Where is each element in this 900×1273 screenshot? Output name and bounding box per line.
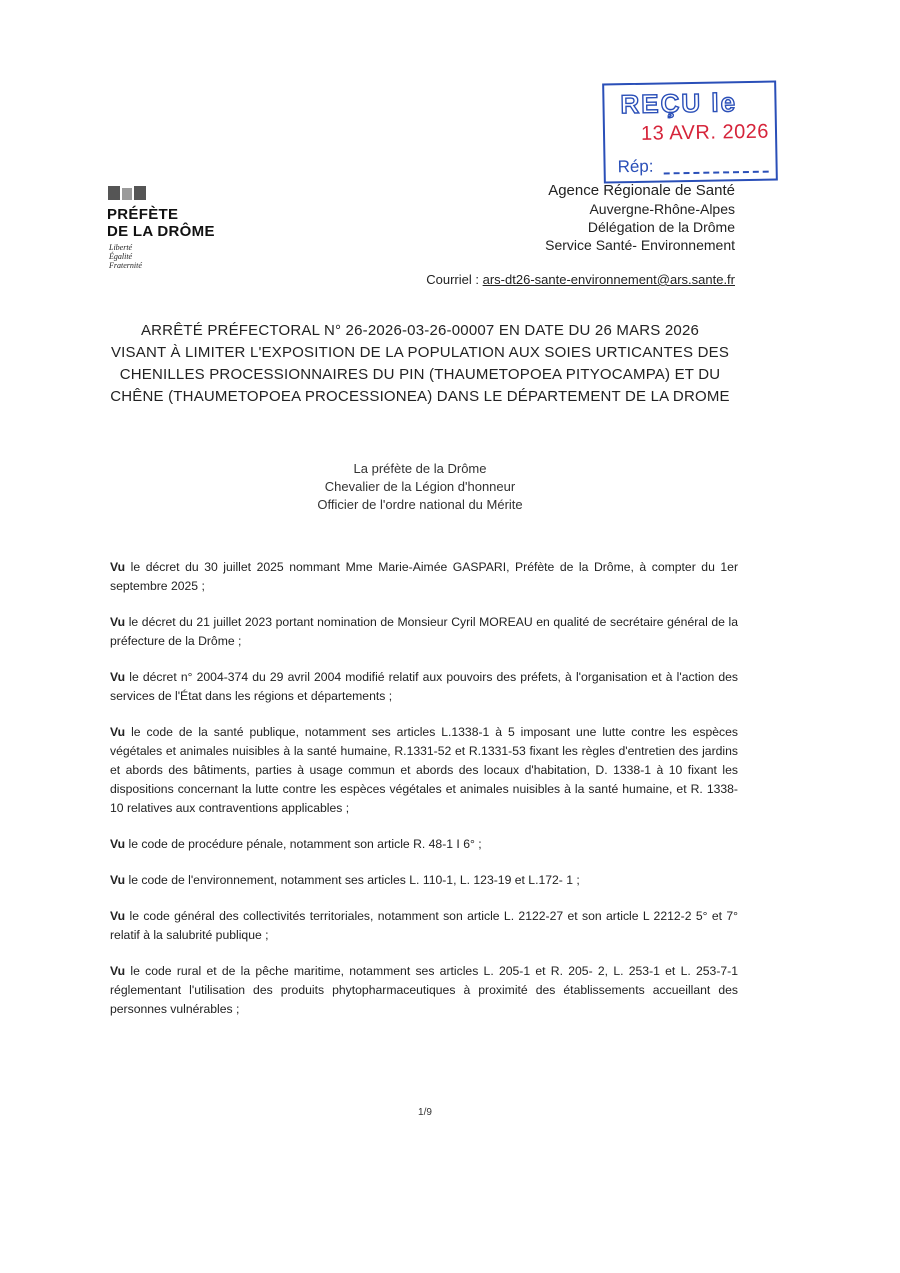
consideration-paragraph: [110, 907, 738, 945]
authority-block: [250, 460, 590, 514]
title-line: VISANT À LIMITER L'EXPOSITION DE LA POPULATION AUX SOIES URTICANTES DES: [110, 344, 730, 361]
vu-label: Vu: [110, 560, 126, 574]
stamp-date: 13 AVR. 2026: [640, 120, 770, 145]
vu-label: Vu: [110, 837, 126, 851]
consideration-paragraph: [110, 558, 738, 596]
courriel-link[interactable]: ars-dt26-sante-environnement@ars.sante.fr: [482, 272, 735, 287]
title-line: ARRÊTÉ PRÉFECTORAL N° 26-2026-03-26-00007 EN DATE DU 26 MARS 2026: [140, 322, 700, 339]
prefecture-line-2: DE LA DRÔME: [107, 223, 215, 240]
consideration-paragraph: [110, 613, 738, 651]
consideration-paragraph: [110, 668, 738, 706]
courriel-line: [426, 272, 735, 287]
prefecture-name: [107, 206, 215, 240]
consideration-paragraph: [110, 835, 738, 854]
republic-motto: [109, 243, 142, 270]
vu-label: Vu: [110, 873, 126, 887]
consideration-text: le code général des collectivités territoriales, notamment son article L. 2122-27 et son article L 2212-2 5° et 7° relatif à la salubrité publique ;: [110, 909, 739, 942]
motto-egalite: Égalité: [109, 252, 133, 261]
prefecture-line-1: PRÉFÈTE: [107, 206, 179, 223]
agency-region: Auvergne-Rhône-Alpes: [589, 201, 735, 217]
title-line: CHENILLES PROCESSIONNAIRES DU PIN (THAUMETOPOEA PITYOCAMPA) ET DU: [119, 366, 721, 383]
consideration-paragraph: [110, 871, 738, 890]
consideration-text: le décret du 30 juillet 2025 nommant Mme Marie-Aimée GASPARI, Préfète de la Drôme, à compter du 1er septembre 2025 ;: [110, 560, 739, 593]
agency-delegation: Délégation de la Drôme: [587, 219, 735, 235]
stamp-rep-label: Rép:: [617, 156, 654, 177]
motto-fraternite: Fraternité: [109, 261, 142, 270]
vu-label: Vu: [110, 964, 126, 978]
courriel-label: Courriel :: [426, 272, 479, 287]
consideration-text: le décret n° 2004-374 du 29 avril 2004 modifié relatif aux pouvoirs des préfets, à l'organisation et à l'action des services de l'État dans les régions et départements ;: [110, 670, 738, 703]
motto-liberte: Liberté: [109, 243, 133, 252]
considerations-list: [110, 558, 738, 1036]
stamp-rep-line: [664, 171, 769, 175]
consideration-text: le code de procédure pénale, notamment son article R. 48-1 I 6° ;: [128, 837, 482, 851]
page-number: 1/9: [418, 1107, 432, 1118]
vu-label: Vu: [110, 909, 126, 923]
vu-label: Vu: [110, 725, 126, 739]
agency-name: Agence Régionale de Santé: [548, 182, 735, 199]
vu-label: Vu: [110, 615, 126, 629]
authority-line: Officier de l'ordre national du Mérite: [317, 497, 523, 512]
consideration-paragraph: [110, 962, 738, 1019]
reception-stamp: [602, 80, 778, 183]
agency-service: Service Santé- Environnement: [545, 237, 735, 253]
arrete-title: [110, 320, 730, 408]
marianne-logo-icon: [108, 186, 148, 200]
authority-line: La préfète de la Drôme: [353, 461, 487, 476]
consideration-text: le code de l'environnement, notamment ses articles L. 110-1, L. 123-19 et L.172- 1 ;: [128, 873, 580, 887]
agency-block: [545, 182, 735, 254]
authority-line: Chevalier de la Légion d'honneur: [324, 479, 516, 494]
consideration-paragraph: [110, 723, 738, 818]
consideration-text: le décret du 21 juillet 2023 portant nomination de Monsieur Cyril MOREAU en qualité de secrétaire général de la préfecture de la Drôme ;: [110, 615, 738, 648]
consideration-text: le code rural et de la pêche maritime, notamment ses articles L. 205-1 et R. 205- 2, L. 253-1 et L. 253-7-1 réglementant l'utilisation des produits phytopharmaceutiques à proximité des établissements accueillant des personnes vulnérables ;: [110, 964, 739, 1016]
title-line: CHÊNE (THAUMETOPOEA PROCESSIONEA) DANS LE DÉPARTEMENT DE LA DROME: [110, 388, 730, 405]
consideration-text: le code de la santé publique, notamment ses articles L.1338-1 à 5 imposant une lutte contre les espèces végétales et animales nuisibles à la santé humaine, R.1331-52 et R.1331-53 fixant les règles d'entretien des jardins et abords des bâtiments, parties à usage commun et abords des locaux d'habitation, D. 1338-1 à 10 fixant les dispositions concernant la lutte contre les espèces végétales et animales nuisibles à la santé humaine, et R. 1338-10 relatives aux contraventions applicables ;: [110, 725, 738, 815]
vu-label: Vu: [110, 670, 126, 684]
stamp-title: REÇU le: [620, 87, 738, 120]
